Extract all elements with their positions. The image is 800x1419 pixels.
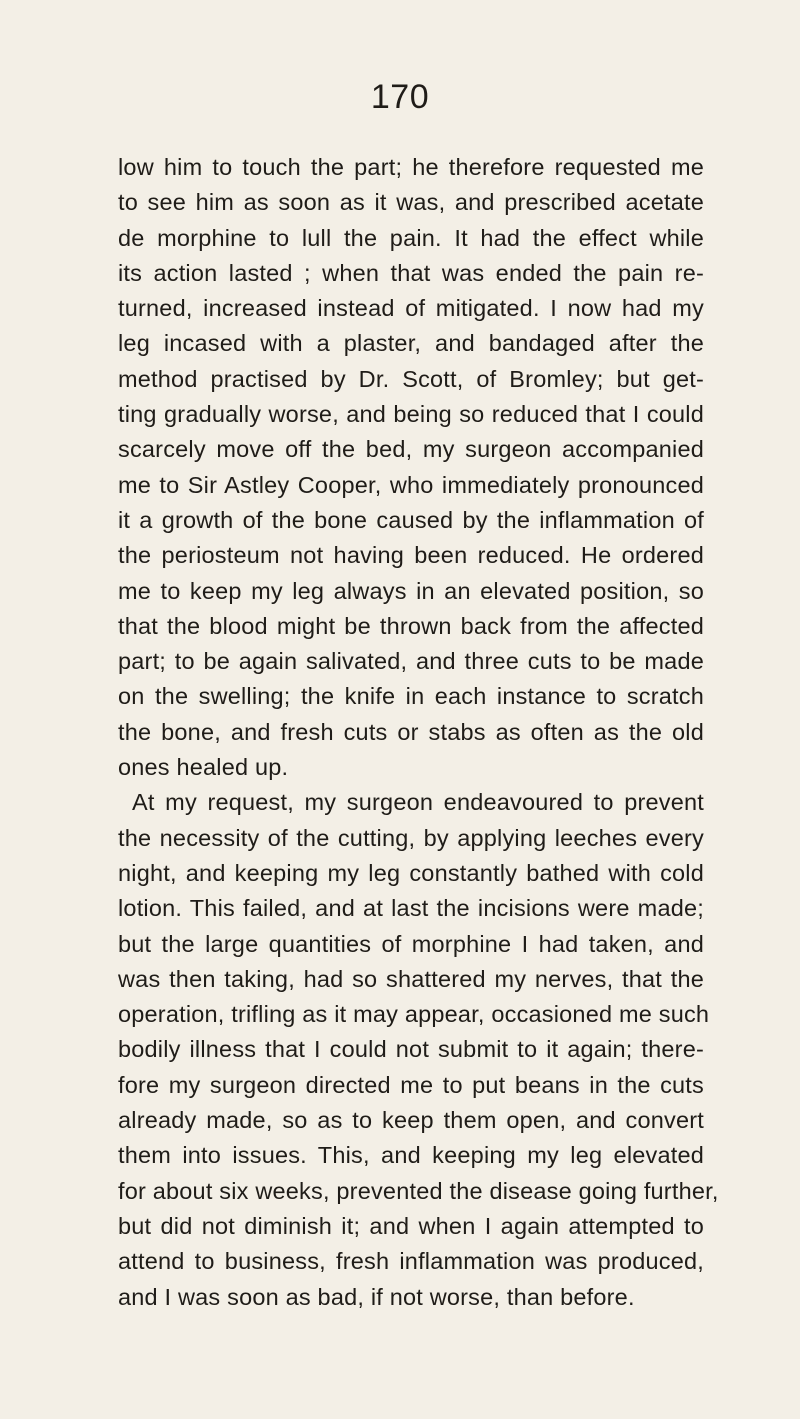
text-line: ting gradually worse, and being so reduced that I could	[118, 401, 704, 428]
text-line: lotion. This failed, and at last the incisions were made;	[118, 895, 704, 922]
text-line: its action lasted ; when that was ended the pain re-	[118, 259, 704, 286]
text-line: de morphine to lull the pain. It had the effect while	[118, 224, 704, 251]
body-text	[118, 150, 719, 1315]
text-line: was then taking, had so shattered my nerves, that the	[118, 965, 704, 992]
text-line: me to keep my leg always in an elevated position, so	[118, 577, 704, 604]
text-line: night, and keeping my leg constantly bathed with cold	[118, 859, 704, 886]
text-line: me to Sir Astley Cooper, who immediately pronounced	[118, 471, 704, 498]
text-line: but the large quantities of morphine I had taken, and	[118, 930, 704, 957]
text-line: the necessity of the cutting, by applying leeches every	[118, 824, 704, 851]
text-line: ones healed up.	[118, 754, 289, 781]
text-line: that the blood might be thrown back from the affected	[118, 612, 704, 639]
text-line: part; to be again salivated, and three cuts to be made	[118, 648, 704, 675]
text-line: it a growth of the bone caused by the inflammation of	[118, 506, 704, 533]
text-line: them into issues. This, and keeping my leg elevated	[118, 1142, 704, 1169]
text-line: turned, increased instead of mitigated. I now had my	[118, 295, 704, 322]
text-line: scarcely move off the bed, my surgeon accompanied	[118, 436, 704, 463]
page-number: 170	[370, 78, 430, 116]
text-line: leg incased with a plaster, and bandaged after the	[118, 330, 704, 357]
text-line: to see him as soon as it was, and prescribed acetate	[118, 189, 704, 216]
paragraph	[118, 150, 704, 785]
text-line: bodily illness that I could not submit to it again; there-	[118, 1036, 704, 1063]
text-line: operation, trifling as it may appear, occasioned me such	[118, 1001, 710, 1028]
text-line: for about six weeks, prevented the disease going further,	[118, 1177, 719, 1204]
text-line: the bone, and fresh cuts or stabs as often as the old	[118, 718, 704, 745]
text-line: At my request, my surgeon endeavoured to prevent	[132, 789, 704, 816]
text-line: already made, so as to keep them open, and convert	[118, 1107, 704, 1134]
text-line: on the swelling; the knife in each instance to scratch	[118, 683, 704, 710]
text-line: method practised by Dr. Scott, of Bromley; but get-	[118, 365, 704, 392]
text-line: fore my surgeon directed me to put beans in the cuts	[118, 1071, 704, 1098]
paragraph	[118, 785, 719, 1314]
text-line: the periosteum not having been reduced. He ordered	[118, 542, 704, 569]
text-line: low him to touch the part; he therefore requested me	[118, 154, 704, 180]
text-line: and I was soon as bad, if not worse, than before.	[118, 1283, 635, 1310]
text-line: attend to business, fresh inflammation was produced,	[118, 1248, 704, 1275]
text-line: but did not diminish it; and when I again attempted to	[118, 1212, 704, 1239]
